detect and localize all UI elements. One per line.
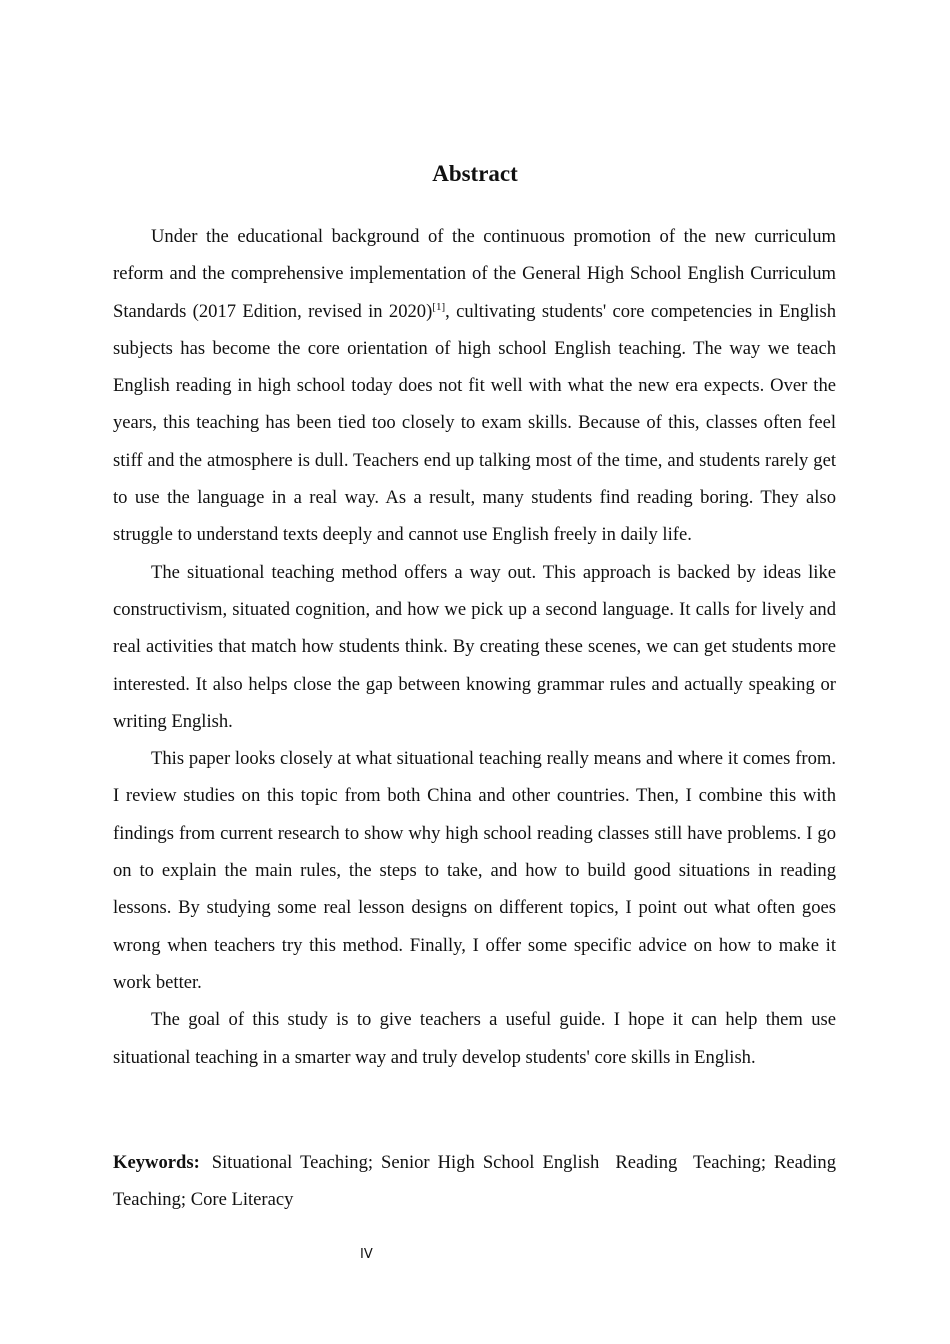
abstract-title: Abstract <box>432 161 518 186</box>
keywords-line <box>113 1144 841 1219</box>
citation-reference: [1] <box>432 300 446 313</box>
abstract-paragraph-3: This paper looks closely at what situational teaching really means and where it comes from. I review studies on this topic from both China and other countries. Then, I combine this with findings from current research to show why high school reading classes still have problems. I go on to explain the main rules, the steps to take, and how to build good situations in reading lessons. By studying some real lesson designs on different topics, I point out what often goes wrong when teachers try this method. Finally, I offer some specific advice on how to make it work better. <box>113 748 836 993</box>
keywords-label: Keywords: <box>113 1152 200 1173</box>
keywords-text: Situational Teaching; Senior High School English Reading Teaching; Reading Teaching; Core Literacy <box>113 1152 841 1211</box>
abstract-body <box>113 218 836 1076</box>
paragraph-1-text-a: Under the educational background of the continuous promotion of the new curriculum reform and the comprehensive implementation of the General High School English Curriculum Standards (2017 Edition, revised in 2020) <box>113 226 836 322</box>
page-number: IV <box>360 1247 373 1262</box>
abstract-paragraph-1 <box>113 218 836 554</box>
abstract-paragraph-4: The goal of this study is to give teachers a useful guide. I hope it can help them use situational teaching in a smarter way and truly develop students' core skills in English. <box>113 1009 836 1068</box>
paragraph-1-text-b: , cultivating students' core competencies in English subjects has become the core orientation of high school English teaching. The way we teach English reading in high school today does not fit well with what the new era expects. Over the years, this teaching has been tied too closely to exam skills. Because of this, classes often feel stiff and the atmosphere is dull. Teachers end up talking most of the time, and students rarely get to use the language in a real way. As a result, many students find reading boring. They also struggle to understand texts deeply and cannot use English freely in daily life. <box>113 300 836 546</box>
abstract-paragraph-2: The situational teaching method offers a way out. This approach is backed by ideas like constructivism, situated cognition, and how we pick up a second language. It calls for lively and real activities that match how students think. By creating these scenes, we can get students more interested. It also helps close the gap between knowing grammar rules and actually speaking or writing English. <box>113 561 836 732</box>
